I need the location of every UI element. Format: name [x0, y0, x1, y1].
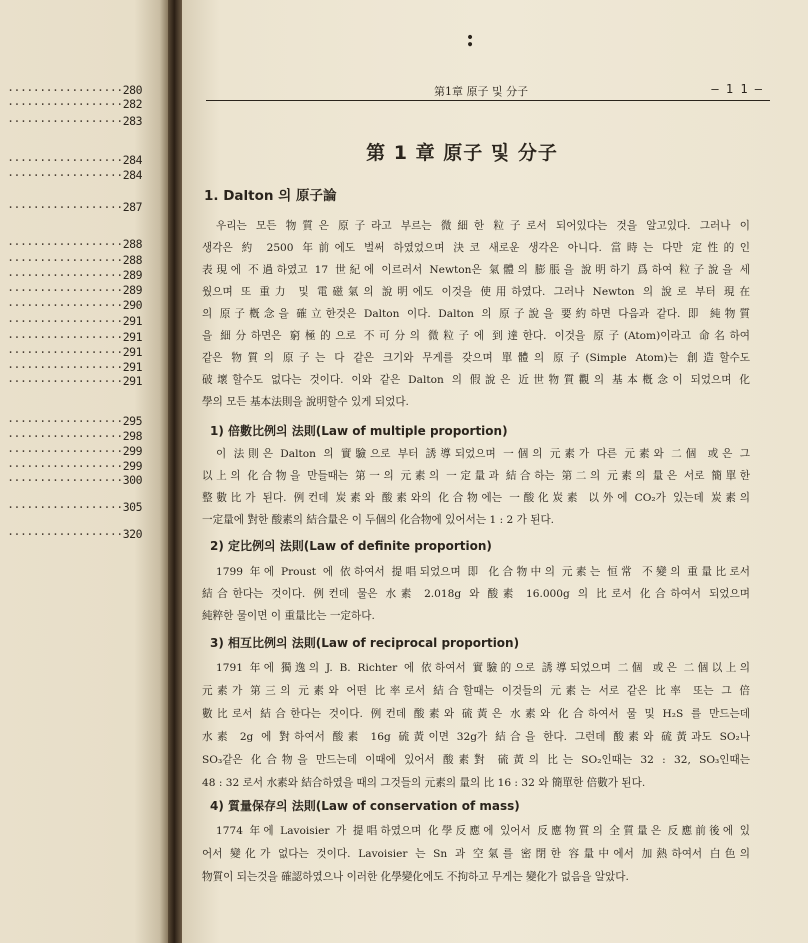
paragraph-line: 學의 모든 基本法則을 說明할수 있게 되었다.	[202, 396, 409, 408]
paragraph-line: 元素가 第三의 元素와 어떤 比率로서 結合할때는 이것들의 元素는 서로 같은 比率 또는 그 倍	[202, 685, 750, 697]
paragraph-line: 1774 年에 Lavoisier 가 提唱하였으며 化學反應에 있어서 反應物質의 全質量은 反應前後에 있	[216, 825, 750, 837]
toc-entry: ··················300	[7, 473, 142, 487]
paragraph-line: 以上의 化合物을 만들때는 第一의 元素의 一定量과 結合하는 第二의 元素의 量은 서로 簡單한	[202, 470, 750, 482]
chapter-title: 第 1 章 原子 및 分子	[366, 142, 558, 164]
toc-entry: ··················305	[7, 500, 142, 514]
paragraph-line: SO₃같은 化合物을 만드는데 이때에 있어서 酸素對 硫黃의 比는 SO₂인때는 32 : 32, SO₃인때는	[202, 754, 750, 766]
paragraph-line: 表現에 不過하였고 17 世紀에 이르러서 Newton은 氣體의 膨脹을 說明하기 爲하여 粒子說을 세	[202, 264, 750, 276]
toc-entry: ··················288	[7, 237, 142, 251]
paragraph-line: 水素 2g 에 對하여서 酸素 16g 硫黃이면 32g가 結合을 한다. 그런데 酸素와 硫黃과도 SO₂나	[202, 731, 750, 743]
paragraph-line: 우리는 모든 物質은 原子라고 부르는 微細한 粒子로서 되어있다는 것을 알고있다. 그러나 이	[216, 220, 750, 232]
page-number: — 1 1 —	[711, 82, 762, 96]
paragraph-line: 어서 變化가 없다는 것이다. Lavoisier 는 Sn 과 空氣를 密閉한 容量中에서 加熱하여서 白色의	[202, 848, 750, 860]
paragraph-line: 을 細分하면은 窮極的으로 不可分의 微粒子에 到達한다. 이것을 原子(Atom)이라고 命名하여	[202, 330, 750, 342]
toc-entry: ··················291	[7, 345, 142, 359]
paragraph-line: 1791 年에 獨逸의 J. B. Richter 에 依하여서 實驗的으로 誘導되었으며 二個 或은 二個以上의	[216, 662, 750, 674]
toc-entry: ··················288	[7, 253, 142, 267]
paragraph-line: 이 法則은 Dalton 의 實驗으로 부터 誘導되었으며 一個의 元素가 다른 元素와 二個 或은 그	[216, 448, 750, 460]
paragraph-line: 一定量에 對한 酸素의 結合量은 이 두個의 化合物에 있어서는 1 : 2 가 된다.	[202, 514, 555, 526]
toc-entry: ··················289	[7, 268, 142, 282]
toc-entry: ··················291	[7, 374, 142, 388]
toc-entry: ··················299	[7, 444, 142, 458]
book-gutter	[168, 0, 182, 943]
toc-entry: ··················284	[7, 153, 142, 167]
subsection-heading: 1) 倍數比例의 法則(Law of multiple proportion)	[210, 424, 508, 438]
toc-entry: ··················280	[7, 83, 142, 97]
right-page	[182, 0, 808, 943]
toc-entry: ··················289	[7, 283, 142, 297]
subsection-heading: 4) 質量保存의 法則(Law of conservation of mass)	[210, 799, 520, 813]
toc-entry: ··················320	[7, 527, 142, 541]
paragraph-line: 數比로서 結合한다는 것이다. 例컨데 酸素와 硫黃은 水素와 化合하여서 물 및 H₂S 를 만드는데	[202, 708, 750, 720]
paragraph-line: 웠으며 또 重力 및 電磁氣의 說明에도 이것을 使用하였다. 그러나 Newton 의 說로 부터 現在	[202, 286, 750, 298]
toc-entry: ··················290	[7, 298, 142, 312]
page-mark: :	[466, 26, 475, 52]
paragraph-line: 48 : 32 로서 水素와 結合하였을 때의 그것들의 元素의 量의 比 16 : 32 와 簡單한 倍數가 된다.	[202, 777, 646, 789]
subsection-heading: 3) 相互比例의 法則(Law of reciprocal proportion)	[210, 636, 520, 650]
paragraph-line: 의 原子槪念을 確立한것은 Dalton 이다. Dalton 의 原子說을 要約하면 다음과 같다. 即 純物質	[202, 308, 750, 320]
left-page-toc	[0, 0, 168, 943]
toc-entry: ··················291	[7, 360, 142, 374]
toc-entry: ··················282	[7, 97, 142, 111]
paragraph-line: 생각은 約 2500 年前에도 벌써 하였었으며 決코 새로운 생각은 아니다. 當時는 다만 定性的인	[202, 242, 750, 254]
toc-entry: ··················291	[7, 314, 142, 328]
paragraph-line: 純粹한 물이면 이 重量比는 一定하다.	[202, 610, 375, 622]
toc-entry: ··················291	[7, 330, 142, 344]
paragraph-line: 같은 物質의 原子는 다 같은 크기와 무게를 갖으며 單體의 原子(Simple Atom)는 創造할수도	[202, 352, 750, 364]
paragraph-line: 破壞할수도 없다는 것이다. 이와 같은 Dalton 의 假說은 近世物質觀의 基本槪念이 되었으며 化	[202, 374, 750, 386]
toc-entry: ··················298	[7, 429, 142, 443]
paragraph-line: 物質이 되는것을 確認하였으나 이러한 化學變化에도 不拘하고 무게는 變化가 없음을 알았다.	[202, 871, 629, 883]
paragraph-line: 結合한다는 것이다. 例컨데 물은 水素 2.018g 와 酸素 16.000g 의 比로서 化合하여서 되었으며	[202, 588, 750, 600]
subsection-heading: 2) 定比例의 法則(Law of definite proportion)	[210, 539, 492, 553]
running-header	[206, 82, 770, 101]
toc-entry: ··················299	[7, 459, 142, 473]
paragraph-line: 整數比가 된다. 例컨데 炭素와 酸素와의 化合物에는 一酸化炭素 以外에 CO₂가 있는데 炭素의	[202, 492, 750, 504]
section-heading: 1. Dalton 의 原子論	[204, 188, 337, 204]
toc-entry: ··················284	[7, 168, 142, 182]
toc-entry: ··················287	[7, 200, 142, 214]
toc-entry: ··················283	[7, 114, 142, 128]
running-title: 第1章 原子 및 分子	[434, 85, 529, 98]
toc-entry: ··················295	[7, 414, 142, 428]
paragraph-line: 1799 年에 Proust 에 依하여서 提唱되었으며 即 化合物中의 元素는 恒常 不變의 重量比로서	[216, 566, 750, 578]
